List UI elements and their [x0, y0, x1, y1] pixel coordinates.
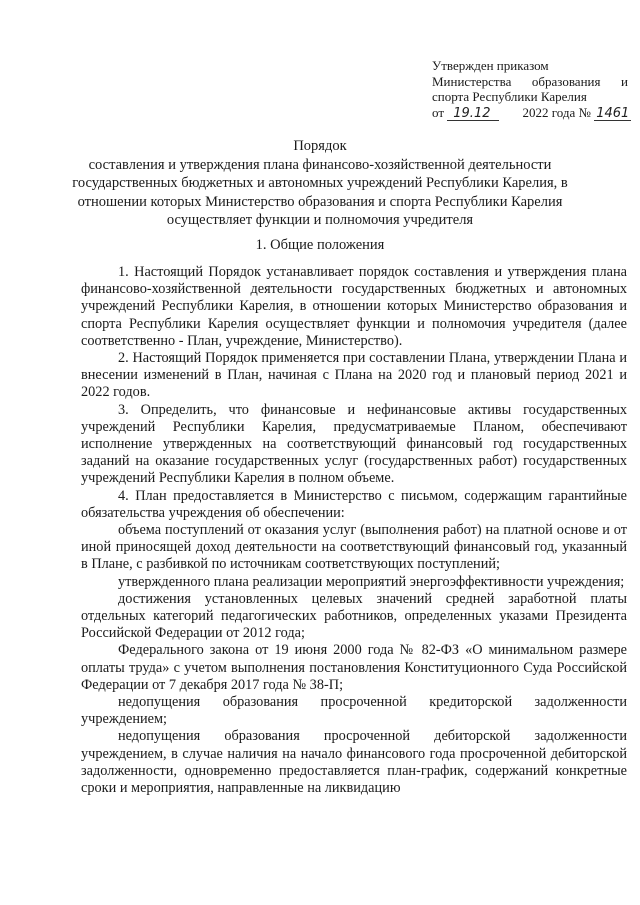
order-year-text: 2022 года № [522, 104, 591, 120]
paragraph: недопущения образования просроченной кредиторской задолженности учреждением; [81, 694, 627, 728]
handwritten-order-number: 1461 [596, 105, 630, 121]
approval-word-education: образования [531, 73, 601, 89]
paragraph: 3. Определить, что финансовые и нефинансовые активы государственных учреждений Республики Карелия, предусматриваемые Планом, обеспечивают исполнение утвержденных на соответствующий финансовый год государственных заданий на оказание государственных услуг (государственных работ) государственных учреждений Республики Карелия в полном объеме. [81, 401, 627, 487]
paragraph: 2. Настоящий Порядок применяется при составлении Плана, утверждении Плана и внесении изменений в План, начиная с Плана на 2020 год и плановый период 2021 и 2022 годов. [81, 350, 627, 401]
paragraph: 1. Настоящий Порядок устанавливает порядок составления и утверждения плана финансово-хозяйственной деятельности государственных бюджетных и автономных учреждений Республики Карелия, в отношении которых Министерство образования и спорта Республики Карелия осуществляет функции и полномочия учредителя (далее соответственно - План, учреждение, Министерство). [81, 264, 627, 349]
title-line-3: государственных бюджетных и автономных учреждений Республики Карелия, в [72, 175, 568, 191]
paragraph: 4. План предоставляется в Министерство с письмом, содержащим гарантийные обязательства учреждения об обеспечении: [81, 487, 627, 521]
approval-date-line [432, 105, 628, 121]
paragraph: Федерального закона от 19 июня 2000 года № 82-ФЗ «О минимальном размере оплаты труда» с учетом выполнения постановления Конституционного Суда Российской Федерации от 7 декабря 2017 года № 38-П; [81, 642, 627, 693]
date-prefix: от [432, 104, 445, 120]
document-body [81, 264, 627, 797]
title-line-5: осуществляет функции и полномочия учредителя [166, 212, 474, 228]
approval-block [432, 58, 628, 121]
approval-line-1: Утвержден приказом [432, 58, 549, 73]
approval-word-and: и [621, 73, 628, 89]
document-title [70, 137, 570, 230]
approval-line-3: спорта Республики Карелия [432, 89, 587, 104]
handwritten-date: 19.12 [447, 107, 499, 121]
paragraph: недопущения образования просроченной дебиторской задолженности учреждением, в случае наличия на начало финансового года просроченной дебиторской задолженности, одновременно предоставляется план-график, содержаний конкретные сроки и мероприятия, направленные на ликвидацию [81, 728, 627, 797]
title-line-1: Порядок [293, 138, 347, 154]
paragraph: достижения установленных целевых значений средней заработной платы отдельных категорий педагогических работников, определенных указами Президента Российской Федерации от 2012 года; [81, 590, 627, 642]
title-line-2: составления и утверждения плана финансово-хозяйственной деятельности [88, 156, 552, 173]
section-heading: 1. Общие положения [255, 237, 385, 253]
paragraph: утвержденного плана реализации мероприятий энергоэффективности учреждения; [118, 573, 625, 590]
paragraph: объема поступлений от оказания услуг (выполнения работ) на платной основе и от иной приносящей доход деятельности на соответствующий финансовый год, указанный в Плане, с разбивкой по источникам соответствующих поступлений; [81, 522, 627, 573]
approval-word-ministry: Министерства [432, 73, 512, 89]
approval-line-2 [432, 74, 628, 90]
title-line-4: отношении которых Министерство образования и спорта Республики Карелия [77, 193, 563, 210]
